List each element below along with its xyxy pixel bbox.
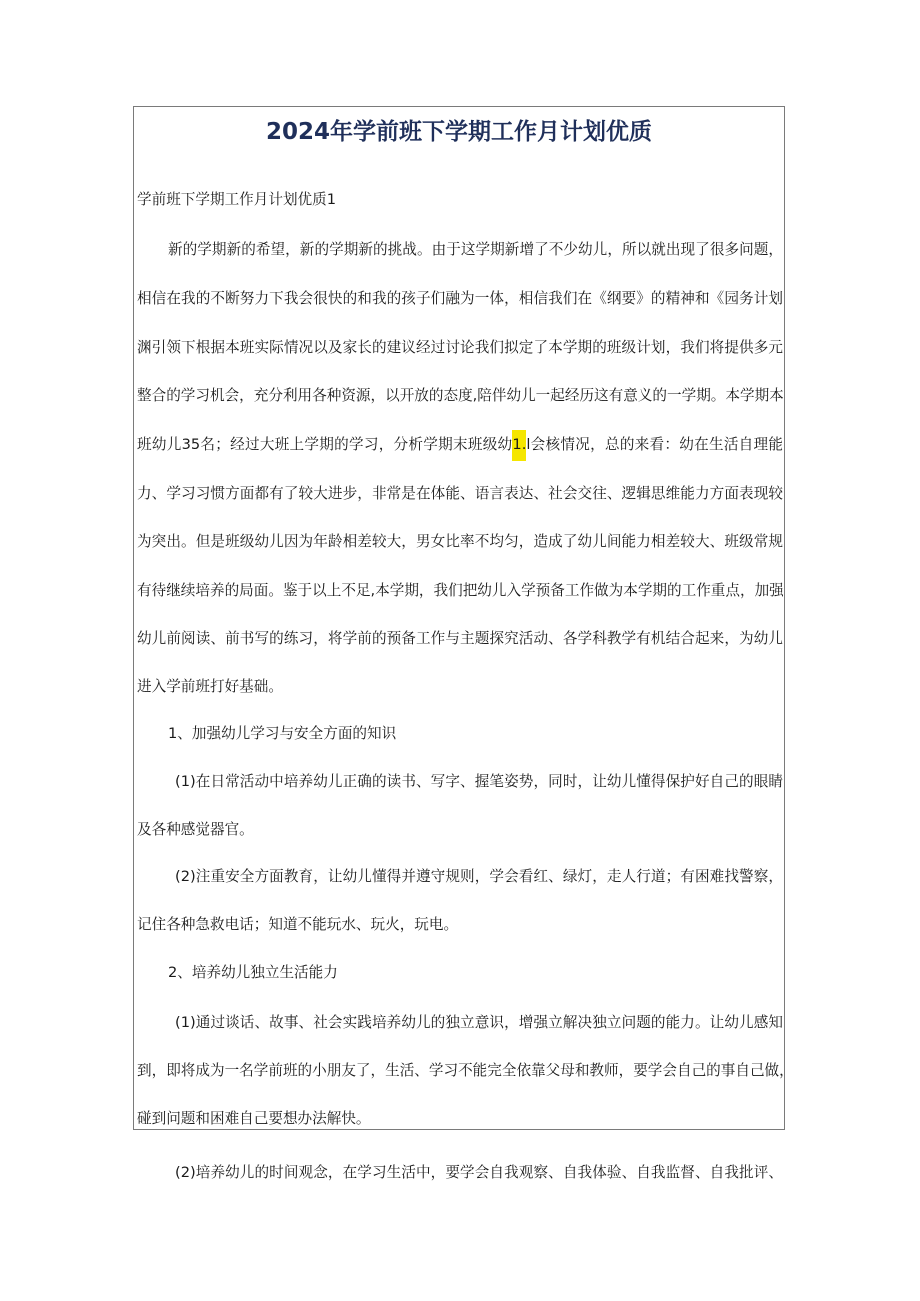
paragraph-text: 班幼儿35名；经过大班上学期的学习，分析学期末班级幼 [137, 436, 513, 453]
paragraph-line: 相信在我的不断努力下我会很快的和我的孩子们融为一体，相信我们在《纲要》的精神和《园务计划 [137, 290, 783, 307]
paragraph-line: 进入学前班打好基础。 [137, 678, 283, 695]
paragraph-line: 有待继续培养的局面。鉴于以上不足,本学期，我们把幼儿入学预备工作做为本学期的工作重点，加强 [137, 582, 784, 599]
list-item-line: (2)培养幼儿的时间观念，在学习生活中，要学会自我观察、自我体验、自我监督、自我批评、 [175, 1164, 783, 1181]
list-item-line: (1)在日常活动中培养幼儿正确的读书、写字、握笔姿势，同时，让幼儿懂得保护好自己的眼睛 [175, 773, 783, 790]
list-item-line: 碰到问题和困难自己要想办法解快。 [137, 1110, 371, 1127]
list-item-line: (2)注重安全方面教育，让幼儿懂得并遵守规则，学会看红、绿灯，走人行道；有困难找警察， [175, 868, 783, 885]
list-item-line: 到，即将成为一名学前班的小朋友了，生活、学习不能完全依靠父母和教师，要学会自己的事自己做， [137, 1062, 794, 1079]
list-item-line: 及各种感觉器官。 [137, 821, 254, 838]
section-heading: 1、加强幼儿学习与安全方面的知识 [168, 725, 397, 742]
section-heading: 2、培养幼儿独立生活能力 [168, 964, 338, 981]
paragraph-line: 幼儿前阅读、前书写的练习，将学前的预备工作与主题探究活动、各学科教学有机结合起来，为幼儿 [137, 630, 783, 647]
section-subtitle: 学前班下学期工作月计划优质1 [137, 191, 337, 208]
paragraph-line: 为突出。但是班级幼儿因为年龄相差较大，男女比率不均匀，造成了幼儿间能力相差较大、班级常规 [137, 533, 783, 550]
document-title: 2024年学前班下学期工作月计划优质 [265, 119, 652, 145]
paragraph-line: 渊引领下根据本班实际情况以及家长的建议经过讨论我们拟定了本学期的班级计划，我们将提供多元 [137, 339, 783, 356]
paragraph-line: 力、学习习惯方面都有了较大进步，非常是在体能、语言表达、社会交往、逻辑思维能力方面表现较 [137, 485, 783, 502]
list-item-line: 记住各种急救电话；知道不能玩水、玩火，玩电。 [137, 916, 459, 933]
paragraph-text: l会核情况，总的来看：幼在生活自理能 [526, 436, 783, 453]
list-item-line: (1)通过谈话、故事、社会实践培养幼儿的独立意识，增强立解决独立问题的能力。让幼儿感知 [175, 1014, 783, 1031]
paragraph-line: 新的学期新的希望，新的学期新的挑战。由于这学期新增了不少幼儿，所以就出现了很多问题， [168, 241, 783, 258]
highlighted-text: 1. [512, 430, 526, 461]
paragraph-line-with-highlight [137, 435, 783, 455]
paragraph-line: 整合的学习机会，充分利用各种资源，以开放的态度,陪伴幼儿一起经历这有意义的一学期。本学期本 [137, 387, 784, 404]
